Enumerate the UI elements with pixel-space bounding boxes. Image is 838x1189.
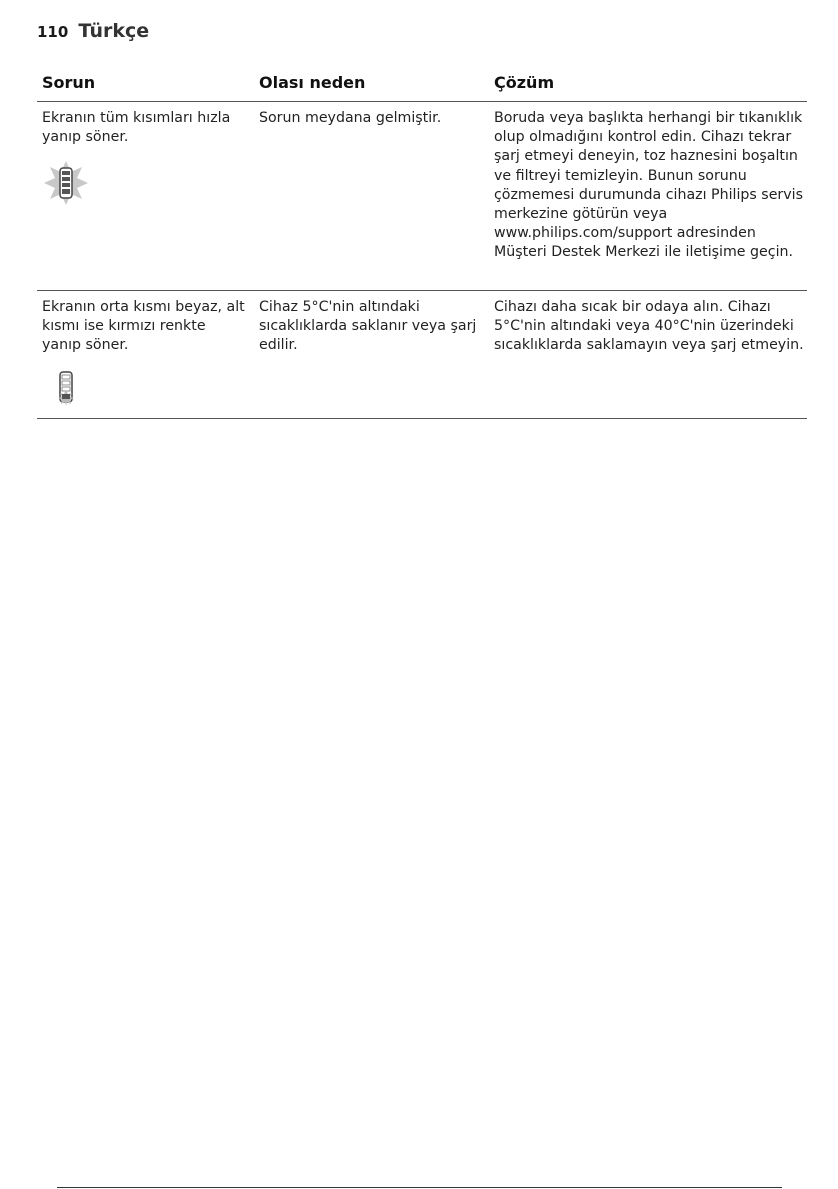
- cause-cell: Cihaz 5°C'nin altındaki sıcaklıklarda saklanır veya şarj edilir.: [259, 299, 477, 354]
- table-row: [37, 102, 807, 291]
- problem-cell: [42, 109, 247, 207]
- problem-cell: [42, 298, 247, 408]
- column-header-cause: Olası neden: [259, 73, 366, 92]
- solution-cell: Boruda veya başlıkta herhangi bir tıkanıklık olup olmadığını kontrol edin. Cihazı tekrar şarj etmeyi deneyin, toz haznesini boşaltın ve filtreyi temizleyin. Bunun sorunu çözmemesi durumunda cihazı Philips servis merkezine götürün veya www.philips.com/support adresinden Müşteri Destek Merkezi ile iletişime geçin.: [494, 110, 803, 261]
- column-header-problem: Sorun: [42, 73, 96, 92]
- table-header-row: [37, 70, 807, 102]
- footer-rule: [57, 1187, 782, 1188]
- section-title: Türkçe: [78, 20, 150, 42]
- solution-cell: Cihazı daha sıcak bir odaya alın. Cihazı 5°C'nin altındaki veya 40°C'nin üzerindeki sıcaklıklarda saklamayın veya şarj etmeyin.: [494, 299, 804, 354]
- page-header: [37, 20, 149, 42]
- problem-text: Ekranın tüm kısımları hızla yanıp söner.: [42, 110, 231, 146]
- battery-indicator-bottom-flashing-icon: [42, 368, 247, 408]
- problem-text: Ekranın orta kısmı beyaz, alt kısmı ise kırmızı renkte yanıp söner.: [42, 299, 245, 354]
- battery-indicator-flashing-all-icon: [42, 159, 247, 207]
- table-row: [37, 291, 807, 419]
- troubleshooting-table: [37, 70, 807, 419]
- page-number: 110: [37, 23, 69, 41]
- column-header-solution: Çözüm: [494, 73, 555, 92]
- cause-cell: Sorun meydana gelmiştir.: [259, 110, 442, 126]
